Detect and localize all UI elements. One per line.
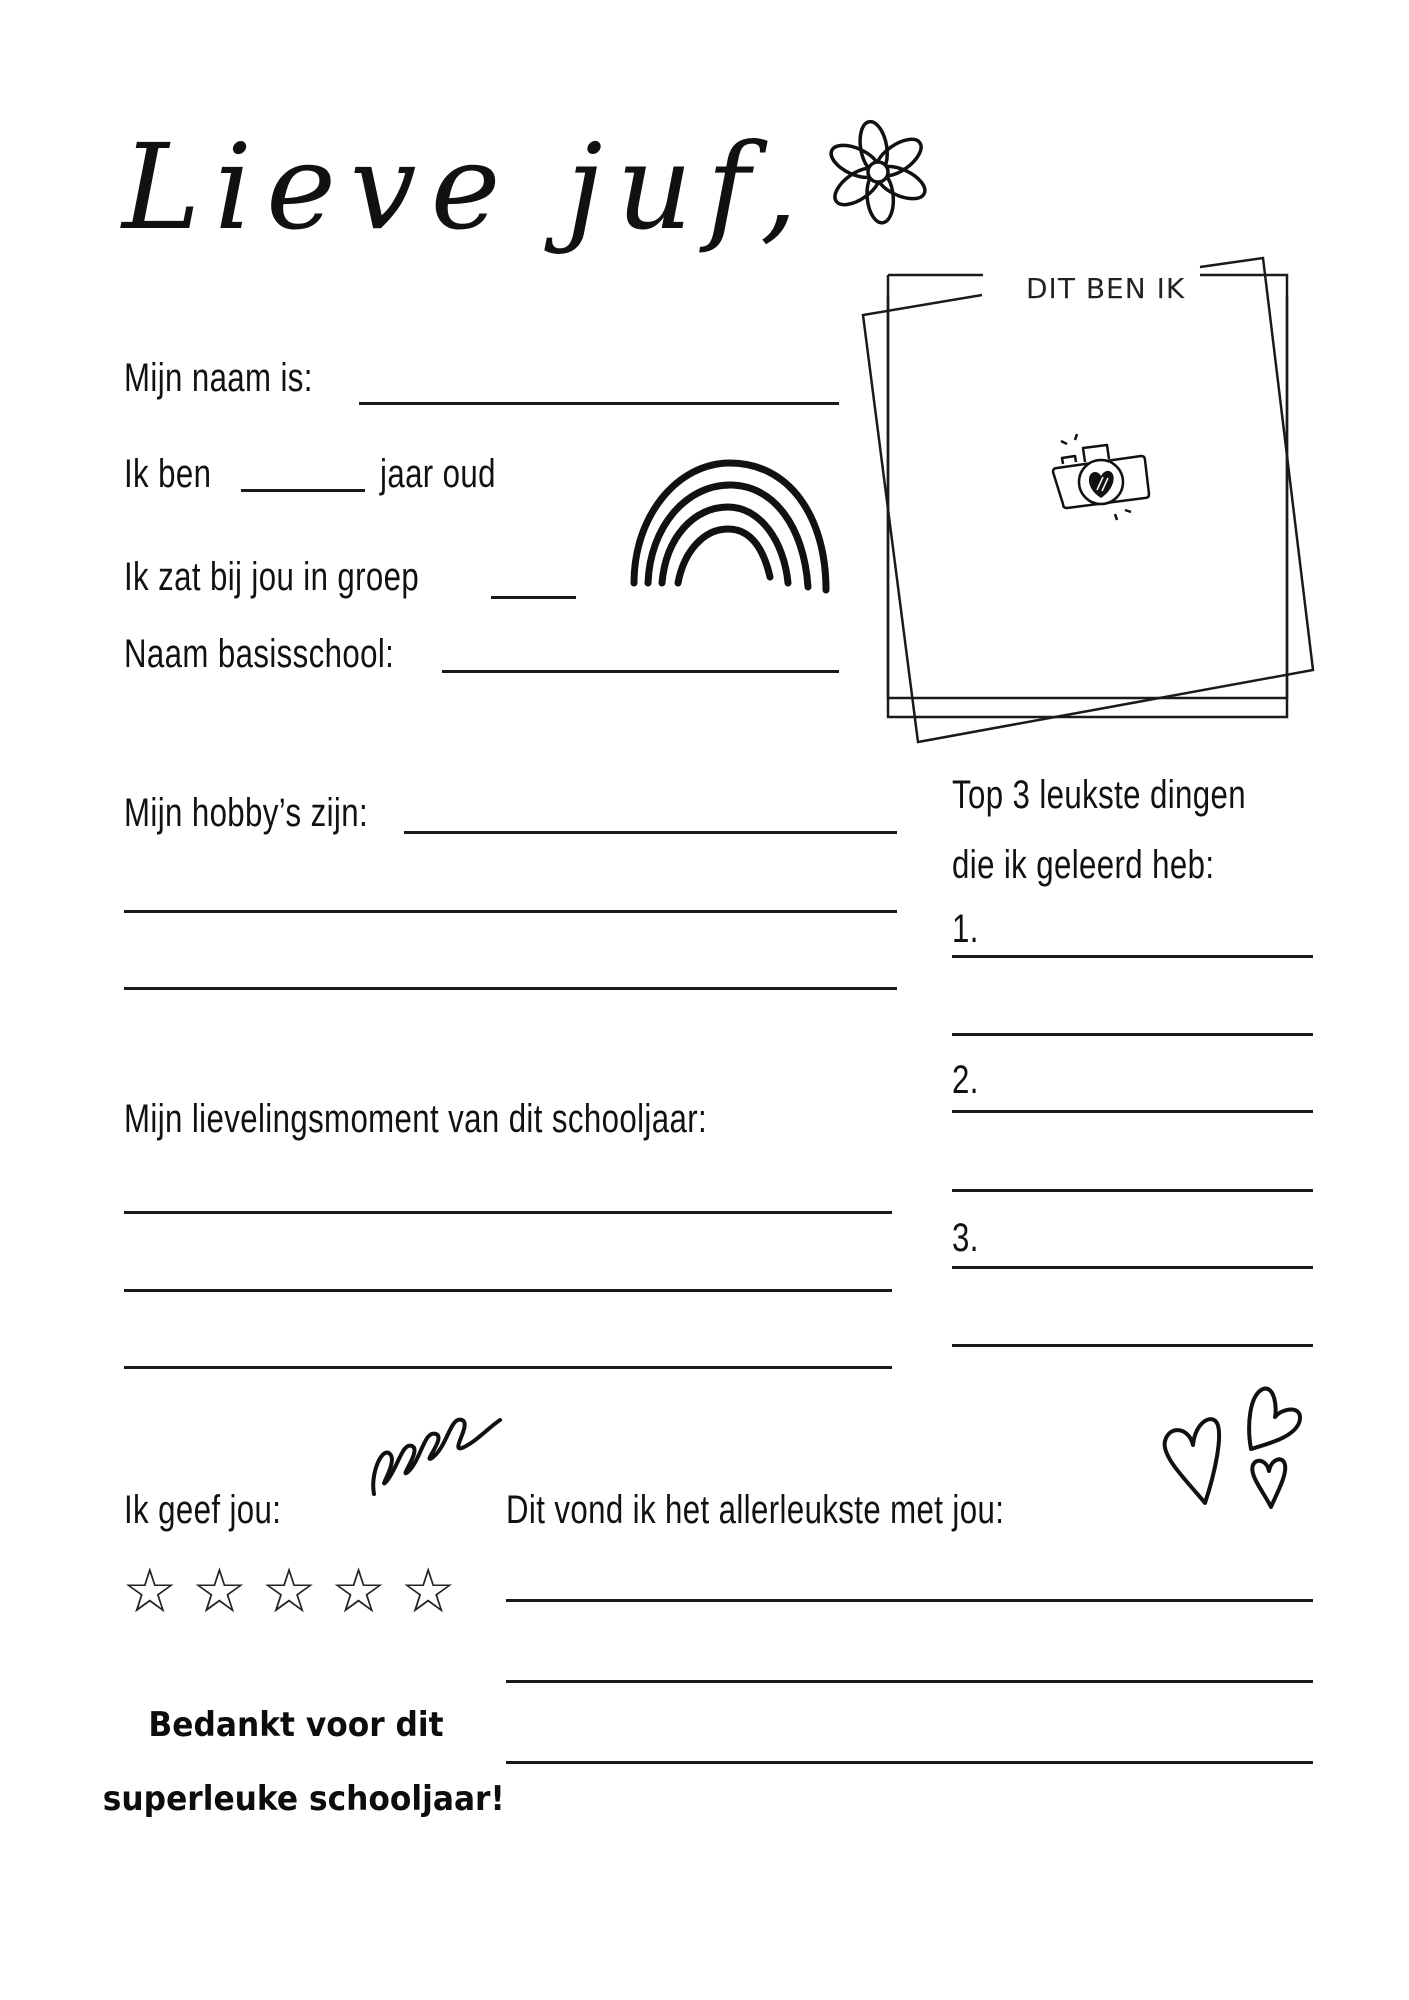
top3-title-line2: die ik geleerd heb: [952, 843, 1215, 887]
favorite-moment-field-3[interactable] [124, 1366, 892, 1369]
star-icon[interactable]: ☆ [400, 1554, 456, 1627]
favorite-moment-field-1[interactable] [124, 1211, 892, 1214]
name-field[interactable] [359, 402, 839, 405]
school-label: Naam basisschool: [124, 632, 395, 676]
top3-field-2b[interactable] [952, 1189, 1313, 1192]
top3-number-3: 3. [952, 1216, 979, 1260]
top3-number-2: 2. [952, 1058, 979, 1102]
hobbies-label: Mijn hobby’s zijn: [124, 791, 369, 835]
top3-field-1a[interactable] [952, 955, 1313, 958]
group-label: Ik zat bij jou in groep [124, 555, 420, 599]
thanks-line2: superleuke schooljaar! [102, 1779, 505, 1819]
star-rating[interactable] [122, 1554, 456, 1627]
best-thing-field-3[interactable] [506, 1761, 1313, 1764]
group-field[interactable] [491, 596, 576, 599]
photo-frame-caption: DIT BEN IK [1012, 272, 1199, 305]
hobbies-field-3[interactable] [124, 987, 897, 990]
top3-title-line1: Top 3 leukste dingen [952, 773, 1247, 817]
camera-heart-icon [1045, 432, 1155, 527]
top3-field-2a[interactable] [952, 1110, 1313, 1113]
age-prefix-label: Ik ben [124, 452, 212, 496]
favorite-moment-label: Mijn lievelingsmoment van dit schooljaar: [124, 1097, 708, 1141]
rating-label: Ik geef jou: [124, 1488, 282, 1532]
best-thing-field-2[interactable] [506, 1680, 1313, 1683]
favorite-moment-field-2[interactable] [124, 1289, 892, 1292]
star-icon[interactable]: ☆ [261, 1554, 317, 1627]
hearts-icon [1159, 1383, 1309, 1513]
squiggle-icon [368, 1394, 504, 1502]
best-thing-field-1[interactable] [506, 1599, 1313, 1602]
age-field[interactable] [241, 489, 365, 492]
top3-field-3a[interactable] [952, 1266, 1313, 1269]
hobbies-field-1[interactable] [404, 831, 897, 834]
rainbow-icon [628, 455, 833, 595]
school-field[interactable] [442, 670, 839, 673]
age-suffix-label: jaar oud [380, 452, 496, 496]
thanks-line1: Bedankt voor dit [148, 1705, 444, 1745]
top3-field-1b[interactable] [952, 1033, 1313, 1036]
star-icon[interactable]: ☆ [330, 1554, 387, 1627]
page-title: Lieve juf, [122, 118, 812, 256]
star-icon[interactable]: ☆ [122, 1554, 178, 1627]
name-label: Mijn naam is: [124, 356, 313, 400]
best-thing-label: Dit vond ik het allerleukste met jou: [506, 1488, 1005, 1532]
top3-number-1: 1. [952, 907, 979, 951]
hobbies-field-2[interactable] [124, 910, 897, 913]
flower-icon [826, 120, 931, 232]
star-icon[interactable]: ☆ [191, 1554, 248, 1627]
top3-field-3b[interactable] [952, 1344, 1313, 1347]
